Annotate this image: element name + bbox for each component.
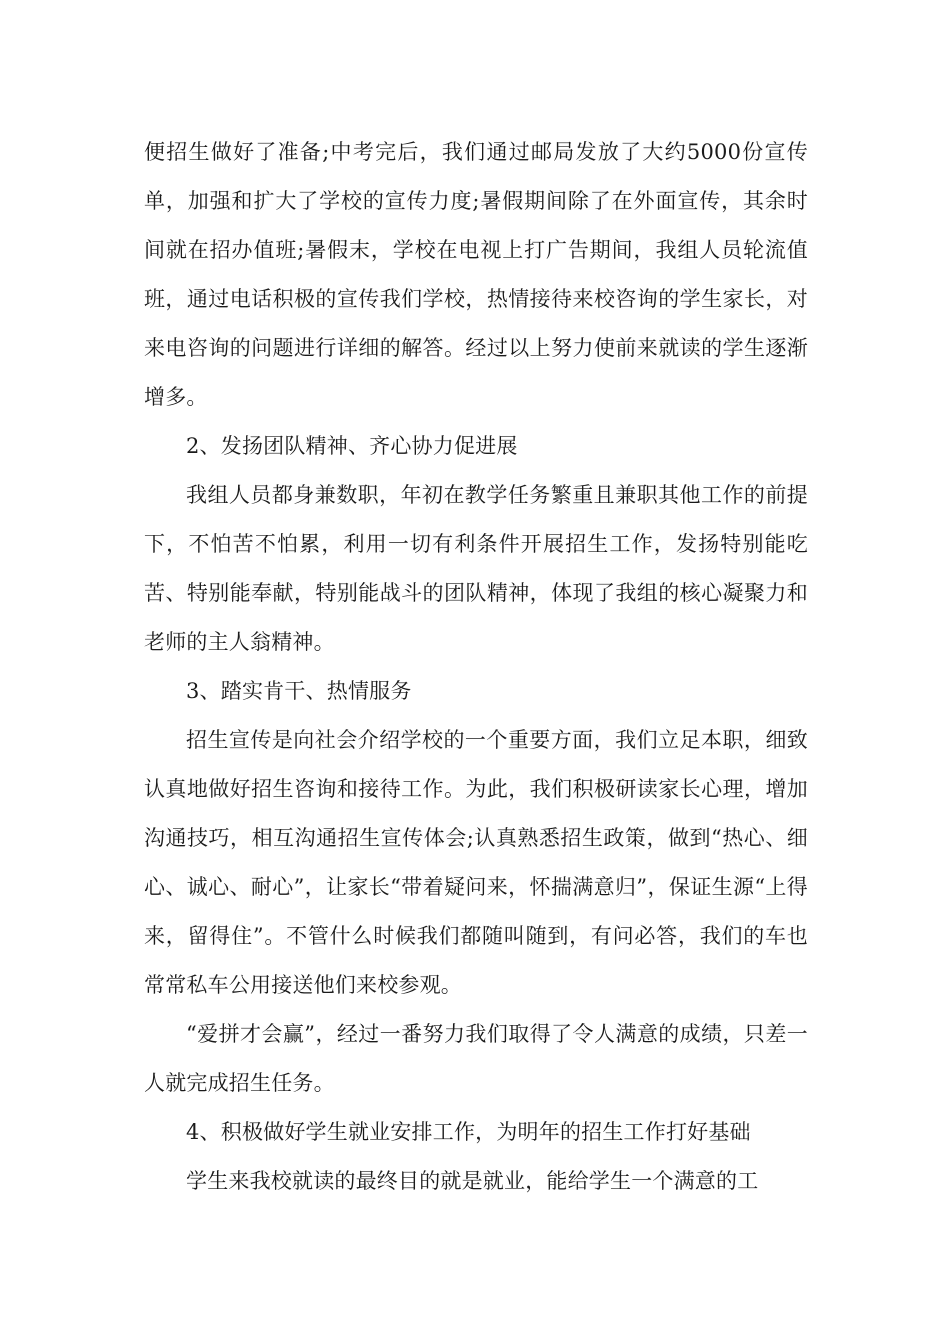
paragraph-service: 招生宣传是向社会介绍学校的一个重要方面，我们立足本职，细致认真地做好招生咨询和接待工作。为此，我们积极研读家长心理，增加沟通技巧，相互沟通招生宣传体会;认真熟悉招生政策，做到“热心、细心、诚心、耐心”，让家长“带着疑问来，怀揣满意归”，保证生源“上得来，留得住”。不管什么时候我们都随叫随到，有问必答，我们的车也常常私车公用接送他们来校参观。 xyxy=(144,728,808,997)
heading-service: 3、踏实肯干、热情服务 xyxy=(186,679,412,703)
paragraph-employment: 学生来我校就读的最终目的就是就业，能给学生一个满意的工 xyxy=(186,1169,759,1193)
paragraph-recruitment-publicity: 便招生做好了准备;中考完后，我们通过邮局发放了大约5000份宣传单，加强和扩大了学校的宣传力度;暑假期间除了在外面宣传，其余时间就在招办值班;暑假末，学校在电视上打广告期间，我组人员轮流值班，通过电话积极的宣传我们学校，热情接待来校咨询的学生家长，对来电咨询的问题进行详细的解答。经过以上努力使前来就读的学生逐渐增多。 xyxy=(144,140,808,409)
heading-team-spirit: 2、发扬团队精神、齐心协力促进展 xyxy=(186,434,518,458)
paragraph-results: “爱拼才会赢”，经过一番努力我们取得了令人满意的成绩，只差一人就完成招生任务。 xyxy=(144,1022,808,1095)
document-body xyxy=(144,128,808,1206)
heading-employment: 4、积极做好学生就业安排工作，为明年的招生工作打好基础 xyxy=(186,1120,751,1144)
paragraph-team-spirit: 我组人员都身兼数职，年初在教学任务繁重且兼职其他工作的前提下，不怕苦不怕累，利用一切有利条件开展招生工作，发扬特别能吃苦、特别能奉献，特别能战斗的团队精神，体现了我组的核心凝聚力和老师的主人翁精神。 xyxy=(144,483,808,654)
